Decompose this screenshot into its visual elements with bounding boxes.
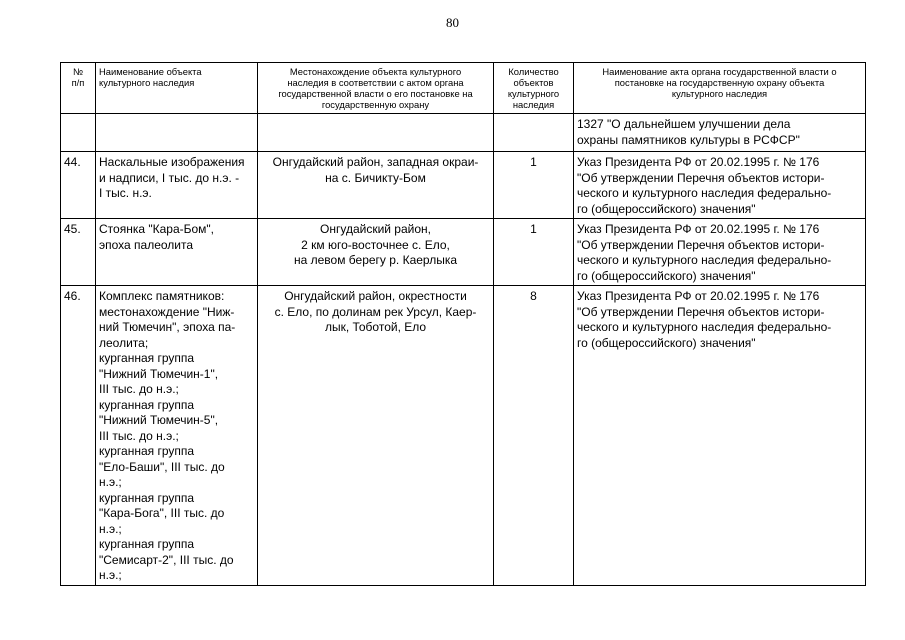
cell-quantity: 1 [494,152,574,219]
table-body [61,114,866,586]
cell-name [96,114,258,152]
header-act: Наименование акта органа государственной власти о постановке на государственную охрану объекта культурного наследия [574,63,866,114]
cell-act: Указ Президента РФ от 20.02.1995 г. № 176 "Об утверждении Перечня объектов истори- ческого и культурного наследия федерально- го (общероссийского) значения" [574,152,866,219]
cell-location [258,114,494,152]
heritage-objects-table [60,62,866,586]
cell-name: Стоянка "Кара-Бом", эпоха палеолита [96,219,258,286]
page-number: 80 [446,15,459,30]
cell-name: Наскальные изображения и надписи, I тыс. до н.э. - I тыс. н.э. [96,152,258,219]
cell-quantity [494,114,574,152]
header-row [61,63,866,114]
cell-location: Онгудайский район, западная окраи- на с. Бичикту-Бом [258,152,494,219]
cell-num: 44. [61,152,96,219]
table-header [61,63,866,114]
cell-num: 46. [61,286,96,586]
header-location: Местонахождение объекта культурного наследия в соответствии с актом органа государственной власти о его постановке на государственную охрану [258,63,494,114]
table-row [61,114,866,152]
cell-act: 1327 "О дальнейшем улучшении дела охраны памятников культуры в РСФСР" [574,114,866,152]
cell-location: Онгудайский район, 2 км юго-восточнее с. Ело, на левом берегу р. Каерлыка [258,219,494,286]
header-num: № п/п [61,63,96,114]
table-row [61,286,866,586]
cell-location: Онгудайский район, окрестности с. Ело, по долинам рек Урсул, Каер- лык, Тоботой, Ело [258,286,494,586]
cell-num [61,114,96,152]
cell-num: 45. [61,219,96,286]
cell-name: Комплекс памятников: местонахождение "Ниж- ний Тюмечин", эпоха па- леолита; курганная группа "Нижний Тюмечин-1", III тыс. до н.э.; курганная группа "Нижний Тюмечин-5", III тыс. до н.э.; курганная группа "Ело-Баши", III тыс. до н.э.; курганная группа "Кара-Бога", III тыс. до н.э.; курганная группа "Семисарт-2", III тыс. до н.э.; [96,286,258,586]
header-name: Наименование объекта культурного наследия [96,63,258,114]
table-row [61,219,866,286]
cell-quantity: 1 [494,219,574,286]
cell-quantity: 8 [494,286,574,586]
table-row [61,152,866,219]
header-quantity: Количество объектов культурного наследия [494,63,574,114]
cell-act: Указ Президента РФ от 20.02.1995 г. № 176 "Об утверждении Перечня объектов истори- ческого и культурного наследия федерально- го (общероссийского) значения" [574,286,866,586]
cell-act: Указ Президента РФ от 20.02.1995 г. № 176 "Об утверждении Перечня объектов истори- ческого и культурного наследия федерально- го (общероссийского) значения" [574,219,866,286]
